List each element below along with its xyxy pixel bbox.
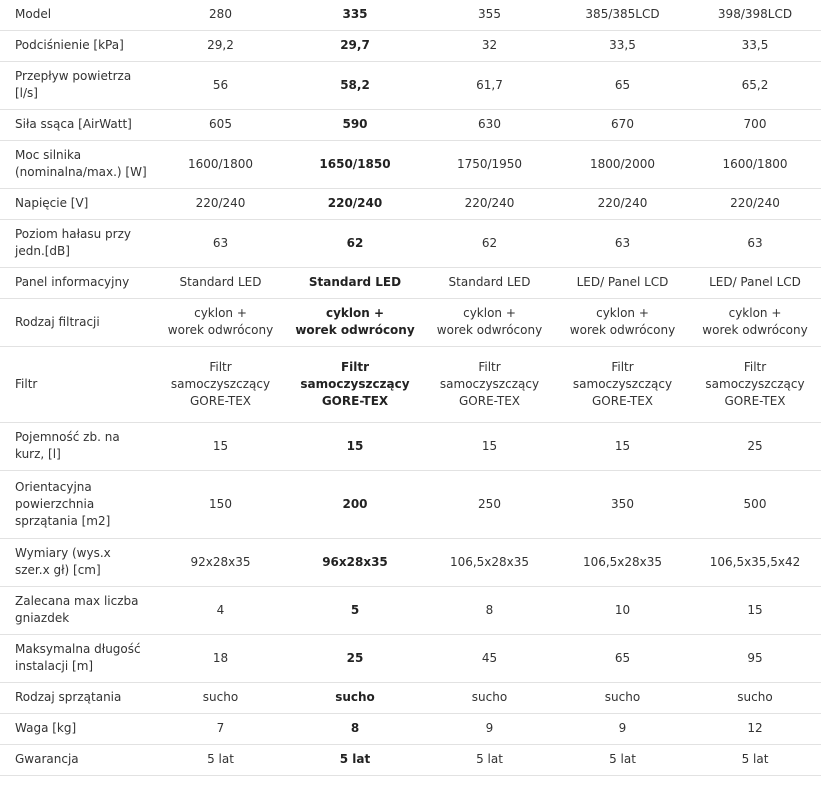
table-row [0, 61, 821, 109]
table-cell: 1600/1800 [689, 140, 821, 188]
table-cell: sucho [423, 682, 556, 713]
table-cell: 33,5 [556, 30, 689, 61]
table-cell: 106,5x35,5x42 [689, 538, 821, 586]
row-label: Rodzaj filtracji [0, 298, 154, 346]
table-row [0, 586, 821, 634]
table-cell: 5 lat [423, 744, 556, 775]
table-row [0, 682, 821, 713]
table-cell: 58,2 [287, 61, 423, 109]
table-cell: cyklon + worek odwrócony [154, 298, 287, 346]
table-cell: 9 [556, 713, 689, 744]
table-cell: 220/240 [556, 188, 689, 219]
table-cell: 5 lat [689, 744, 821, 775]
table-cell: 25 [287, 634, 423, 682]
table-row [0, 267, 821, 298]
table-cell: 95 [689, 634, 821, 682]
table-cell: 63 [556, 219, 689, 267]
table-cell: 8 [287, 713, 423, 744]
row-label: Siła ssąca [AirWatt] [0, 109, 154, 140]
row-label: Waga [kg] [0, 713, 154, 744]
table-row [0, 188, 821, 219]
table-cell: Standard LED [423, 267, 556, 298]
table-cell: 500 [689, 470, 821, 538]
table-row [0, 140, 821, 188]
table-cell: 8 [423, 586, 556, 634]
table-cell: 1750/1950 [423, 140, 556, 188]
table-cell: 355 [423, 0, 556, 30]
table-cell: 220/240 [154, 188, 287, 219]
table-cell: 106,5x28x35 [556, 538, 689, 586]
table-cell: 398/398LCD [689, 0, 821, 30]
table-cell: 1650/1850 [287, 140, 423, 188]
table-cell: 12 [689, 713, 821, 744]
row-label: Przepływ powietrza [l/s] [0, 61, 154, 109]
table-row [0, 109, 821, 140]
table-cell: 10 [556, 586, 689, 634]
table-row [0, 0, 821, 30]
table-cell: Filtr samoczyszczący GORE-TEX [423, 346, 556, 422]
row-label: Napięcie [V] [0, 188, 154, 219]
table-cell: 700 [689, 109, 821, 140]
table-cell: 7 [154, 713, 287, 744]
row-label: Filtr [0, 346, 154, 422]
table-row [0, 346, 821, 422]
row-label: Poziom hałasu przy jedn.[dB] [0, 219, 154, 267]
table-cell: Standard LED [154, 267, 287, 298]
table-cell: 670 [556, 109, 689, 140]
table-cell: 96x28x35 [287, 538, 423, 586]
table-cell: 25 [689, 422, 821, 470]
table-cell: 15 [689, 586, 821, 634]
table-cell: cyklon + worek odwrócony [287, 298, 423, 346]
table-cell: 150 [154, 470, 287, 538]
table-row [0, 538, 821, 586]
table-cell: 5 lat [556, 744, 689, 775]
table-cell: 1800/2000 [556, 140, 689, 188]
row-label: Rodzaj sprzątania [0, 682, 154, 713]
table-cell: 335 [287, 0, 423, 30]
table-cell: 65 [556, 634, 689, 682]
table-cell: Filtr samoczyszczący GORE-TEX [154, 346, 287, 422]
table-cell: 630 [423, 109, 556, 140]
table-cell: 5 lat [287, 744, 423, 775]
table-row [0, 713, 821, 744]
table-cell: 62 [423, 219, 556, 267]
table-cell: 15 [287, 422, 423, 470]
table-cell: 29,2 [154, 30, 287, 61]
table-cell: 63 [689, 219, 821, 267]
table-cell: 385/385LCD [556, 0, 689, 30]
table-cell: 250 [423, 470, 556, 538]
row-label: Podciśnienie [kPa] [0, 30, 154, 61]
table-cell: 65 [556, 61, 689, 109]
table-cell: 106,5x28x35 [423, 538, 556, 586]
table-cell: 4 [154, 586, 287, 634]
row-label: Wymiary (wys.x szer.x gł) [cm] [0, 538, 154, 586]
table-cell: 590 [287, 109, 423, 140]
table-row [0, 634, 821, 682]
table-cell: LED/ Panel LCD [556, 267, 689, 298]
table-cell: Standard LED [287, 267, 423, 298]
table-cell: cyklon + worek odwrócony [423, 298, 556, 346]
table-cell: 15 [423, 422, 556, 470]
table-row [0, 30, 821, 61]
table-cell: sucho [287, 682, 423, 713]
table-cell: sucho [556, 682, 689, 713]
table-row [0, 219, 821, 267]
row-label: Gwarancja [0, 744, 154, 775]
table-cell: sucho [154, 682, 287, 713]
table-cell: 280 [154, 0, 287, 30]
table-cell: 350 [556, 470, 689, 538]
table-cell: 5 [287, 586, 423, 634]
table-cell: 62 [287, 219, 423, 267]
table-cell: Filtr samoczyszczący GORE-TEX [556, 346, 689, 422]
table-cell: 45 [423, 634, 556, 682]
table-row [0, 470, 821, 538]
table-cell: 220/240 [423, 188, 556, 219]
table-cell: Filtr samoczyszczący GORE-TEX [287, 346, 423, 422]
row-label: Model [0, 0, 154, 30]
table-cell: Filtr samoczyszczący GORE-TEX [689, 346, 821, 422]
table-cell: 200 [287, 470, 423, 538]
table-cell: LED/ Panel LCD [689, 267, 821, 298]
row-label: Panel informacyjny [0, 267, 154, 298]
row-label: Moc silnika (nominalna/max.) [W] [0, 140, 154, 188]
table-cell: sucho [689, 682, 821, 713]
table-cell: 220/240 [287, 188, 423, 219]
table-row [0, 298, 821, 346]
table-cell: 605 [154, 109, 287, 140]
table-cell: 5 lat [154, 744, 287, 775]
table-cell: 9 [423, 713, 556, 744]
table-cell: 61,7 [423, 61, 556, 109]
table-cell: cyklon + worek odwrócony [556, 298, 689, 346]
table-cell: 29,7 [287, 30, 423, 61]
table-cell: 92x28x35 [154, 538, 287, 586]
table-cell: 1600/1800 [154, 140, 287, 188]
row-label: Zalecana max liczba gniazdek [0, 586, 154, 634]
row-label: Orientacyjna powierzchnia sprzątania [m2] [0, 470, 154, 538]
table-cell: 220/240 [689, 188, 821, 219]
row-label: Pojemność zb. na kurz, [l] [0, 422, 154, 470]
table-cell: 63 [154, 219, 287, 267]
table-cell: 65,2 [689, 61, 821, 109]
table-cell: 32 [423, 30, 556, 61]
table-cell: 56 [154, 61, 287, 109]
table-cell: 15 [154, 422, 287, 470]
row-label: Maksymalna długość instalacji [m] [0, 634, 154, 682]
table-cell: cyklon + worek odwrócony [689, 298, 821, 346]
table-cell: 33,5 [689, 30, 821, 61]
table-row [0, 422, 821, 470]
table-cell: 15 [556, 422, 689, 470]
table-cell: 18 [154, 634, 287, 682]
table-row [0, 744, 821, 775]
